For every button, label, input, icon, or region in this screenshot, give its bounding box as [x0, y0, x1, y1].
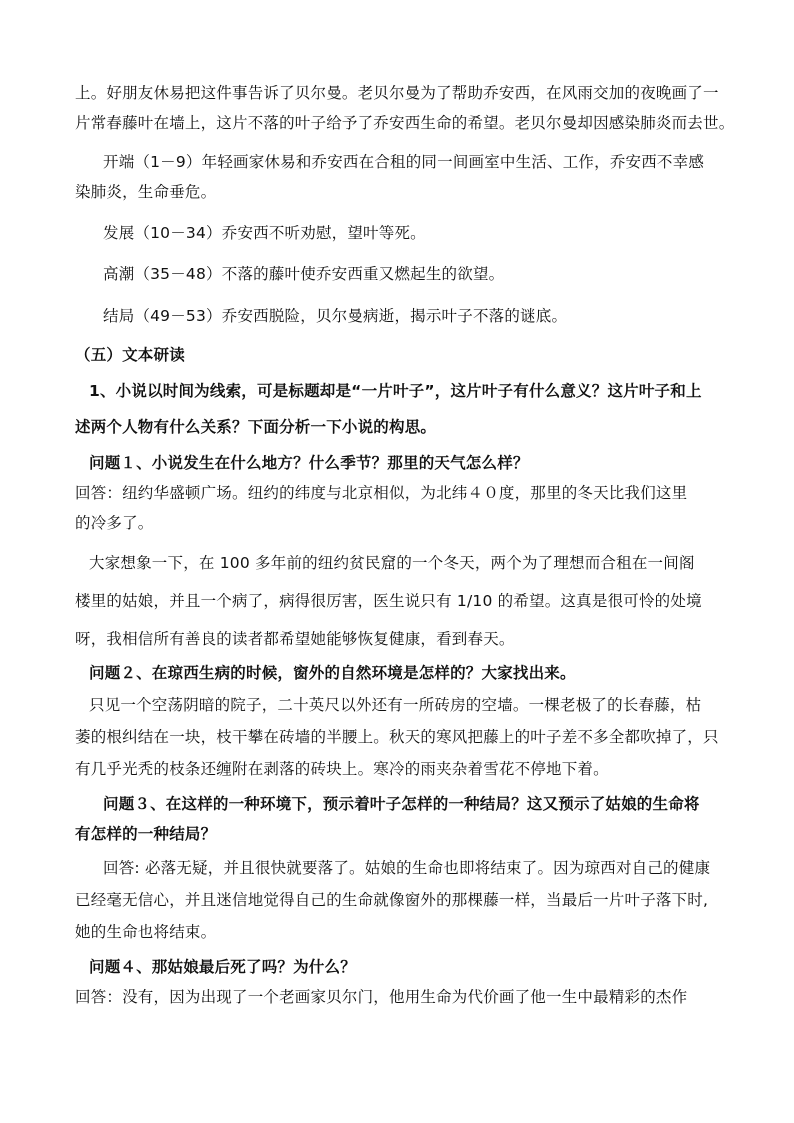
answer-3-line-2: 已经毫无信心，并且迷信地觉得自己的生命就像窗外的那棵藤一样，当最后一片叶子落下时, [75, 891, 709, 909]
answer-2-line-3: 有几乎光秃的枝条还缠附在剥落的砖块上。寒冷的雨夹杂着雪花不停地下着。 [75, 760, 609, 778]
answer-3-line-3: 她的生命也将结束。 [75, 923, 217, 941]
structure-climax: 高潮（35－48）不落的藤叶使乔安西重又燃起生的欲望。 [103, 265, 505, 283]
answer-1-line-2: 的冷多了。 [75, 514, 154, 532]
question-4: 问题４、那姑娘最后死了吗？为什么？ [89, 958, 356, 976]
answer-2-line-2: 萎的根纠结在一块，枝干攀在砖墙的半腰上。秋天的寒风把藤上的叶子差不多全都吹掉了，只 [75, 728, 719, 746]
answer-1-line-1: 回答：纽约华盛顿广场。纽约的纬度与北京相似，为北纬４０度，那里的冬天比我们这里 [75, 484, 688, 502]
paragraph-summary-line-2: 片常春藤叶在墙上，这片不落的叶子给予了乔安西生命的希望。老贝尔曼却因感染肺炎而去世。 [75, 114, 735, 132]
main-question-line-1: 1、小说以时间为线索，可是标题却是“一片叶子”，这片叶子有什么意义？这片叶子和上 [89, 382, 702, 400]
structure-ending: 结局（49－53）乔安西脱险，贝尔曼病逝，揭示叶子不落的谜底。 [103, 307, 568, 325]
answer-4-line-1: 回答：没有，因为出现了一个老画家贝尔门，他用生命为代价画了他一生中最精彩的杰作 [75, 988, 688, 1006]
paragraph-summary-line-1: 上。好朋友休易把这件事告诉了贝尔曼。老贝尔曼为了帮助乔安西，在风雨交加的夜晚画了一 [75, 84, 719, 102]
question-3-line-1: 问题３、在这样的一种环境下，预示着叶子怎样的一种结局？这又预示了姑娘的生命将 [103, 795, 700, 813]
answer-3-line-1: 回答: 必落无疑，并且很快就要落了。姑娘的生命也即将结束了。因为琼西对自己的健康 [103, 859, 711, 877]
section-heading-text-study: （五）文本研读 [75, 346, 185, 364]
structure-development: 发展（10－34）乔安西不听劝慰，望叶等死。 [103, 224, 426, 242]
imagination-paragraph-line-2: 楼里的姑娘，并且一个病了，病得很厉害，医生说只有 1/10 的希望。这真是很可怜的处境 [75, 592, 702, 610]
question-2: 问题２、在琼西生病的时候，窗外的自然环境是怎样的？大家找出来。 [89, 664, 576, 682]
answer-2-line-1: 只见一个空荡阴暗的院子，二十英尺以外还有一所砖房的空墙。一棵老极了的长春藤，枯 [89, 696, 702, 714]
imagination-paragraph-line-3: 呀，我相信所有善良的读者都希望她能够恢复健康，看到春天。 [75, 630, 515, 648]
question-1: 问题１、小说发生在什么地方？什么季节？那里的天气怎么样？ [89, 454, 529, 472]
question-3-line-2: 有怎样的一种结局？ [75, 825, 217, 843]
main-question-line-2: 述两个人物有什么关系？下面分析一下小说的构思。 [75, 418, 437, 436]
structure-opening-line-1: 开端（1－9）年轻画家休易和乔安西在合租的同一间画室中生活、工作，乔安西不幸感 [103, 153, 705, 171]
imagination-paragraph-line-1: 大家想象一下，在 100 多年前的纽约贫民窟的一个冬天，两个为了理想而合租在一间阁 [89, 554, 695, 572]
structure-opening-line-2: 染肺炎，生命垂危。 [75, 183, 217, 201]
